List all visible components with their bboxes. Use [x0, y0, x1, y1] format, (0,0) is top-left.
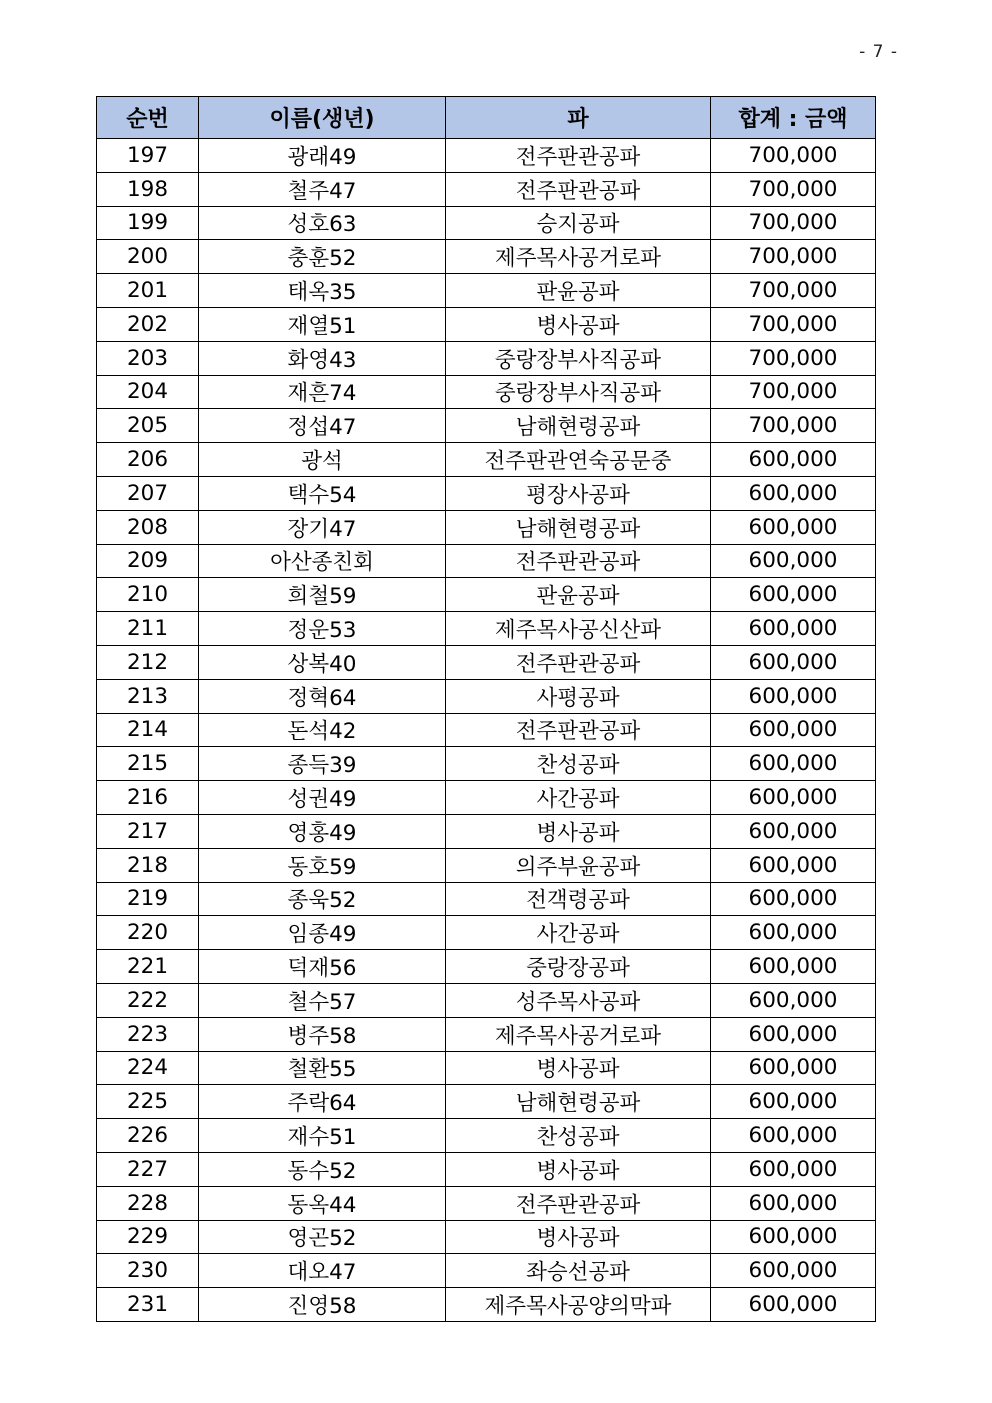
cell-no: 222 — [97, 983, 199, 1017]
table-row — [97, 409, 876, 443]
table-row — [97, 139, 876, 173]
table-row — [97, 206, 876, 240]
cell-name: 동수52 — [199, 1152, 446, 1186]
cell-amount: 600,000 — [711, 1085, 876, 1119]
cell-clan: 승지공파 — [446, 206, 711, 240]
cell-name: 성권49 — [199, 781, 446, 815]
cell-name: 택수54 — [199, 476, 446, 510]
cell-clan: 사평공파 — [446, 679, 711, 713]
cell-clan: 제주목사공양의막파 — [446, 1288, 711, 1322]
cell-clan: 의주부윤공파 — [446, 848, 711, 882]
cell-name: 종득39 — [199, 747, 446, 781]
cell-no: 231 — [97, 1288, 199, 1322]
cell-clan: 좌승선공파 — [446, 1254, 711, 1288]
cell-name: 아산종친회 — [199, 544, 446, 578]
table-row — [97, 274, 876, 308]
table-row — [97, 950, 876, 984]
table-row — [97, 645, 876, 679]
table-row — [97, 747, 876, 781]
cell-amount: 600,000 — [711, 1288, 876, 1322]
cell-amount: 600,000 — [711, 1152, 876, 1186]
donor-table — [96, 96, 876, 1322]
cell-clan: 전주판관연숙공문중 — [446, 443, 711, 477]
cell-clan: 병사공파 — [446, 307, 711, 341]
cell-clan: 전주판관공파 — [446, 139, 711, 173]
table-header — [97, 97, 876, 139]
cell-no: 204 — [97, 375, 199, 409]
cell-clan: 전객령공파 — [446, 882, 711, 916]
table-row — [97, 916, 876, 950]
cell-clan: 제주목사공거로파 — [446, 1017, 711, 1051]
cell-name: 화영43 — [199, 341, 446, 375]
cell-name: 희철59 — [199, 578, 446, 612]
table-row — [97, 1288, 876, 1322]
cell-clan: 병사공파 — [446, 1220, 711, 1254]
cell-amount: 600,000 — [711, 781, 876, 815]
cell-clan: 전주판관공파 — [446, 645, 711, 679]
cell-amount: 700,000 — [711, 341, 876, 375]
cell-amount: 600,000 — [711, 578, 876, 612]
cell-clan: 전주판관공파 — [446, 713, 711, 747]
cell-no: 221 — [97, 950, 199, 984]
cell-amount: 600,000 — [711, 544, 876, 578]
cell-amount: 700,000 — [711, 375, 876, 409]
cell-amount: 600,000 — [711, 1220, 876, 1254]
cell-no: 228 — [97, 1186, 199, 1220]
cell-amount: 600,000 — [711, 1254, 876, 1288]
cell-amount: 600,000 — [711, 916, 876, 950]
cell-name: 대오47 — [199, 1254, 446, 1288]
header-clan: 파 — [446, 97, 711, 139]
cell-name: 충훈52 — [199, 240, 446, 274]
cell-amount: 700,000 — [711, 139, 876, 173]
cell-clan: 병사공파 — [446, 1051, 711, 1085]
cell-no: 208 — [97, 510, 199, 544]
cell-clan: 남해현령공파 — [446, 510, 711, 544]
cell-name: 광석 — [199, 443, 446, 477]
cell-name: 정섭47 — [199, 409, 446, 443]
cell-amount: 600,000 — [711, 713, 876, 747]
cell-name: 영홍49 — [199, 814, 446, 848]
table-row — [97, 578, 876, 612]
table-row — [97, 713, 876, 747]
cell-name: 동옥44 — [199, 1186, 446, 1220]
cell-amount: 600,000 — [711, 1051, 876, 1085]
table-row — [97, 1186, 876, 1220]
cell-amount: 700,000 — [711, 274, 876, 308]
cell-no: 216 — [97, 781, 199, 815]
cell-no: 209 — [97, 544, 199, 578]
cell-no: 226 — [97, 1119, 199, 1153]
table-row — [97, 1254, 876, 1288]
cell-no: 219 — [97, 882, 199, 916]
cell-no: 201 — [97, 274, 199, 308]
table-row — [97, 983, 876, 1017]
table-row — [97, 240, 876, 274]
cell-clan: 중랑장공파 — [446, 950, 711, 984]
cell-amount: 600,000 — [711, 443, 876, 477]
cell-no: 215 — [97, 747, 199, 781]
page-number: - 7 - — [859, 42, 898, 62]
cell-clan: 중랑장부사직공파 — [446, 375, 711, 409]
cell-amount: 600,000 — [711, 510, 876, 544]
cell-name: 임종49 — [199, 916, 446, 950]
cell-clan: 판윤공파 — [446, 274, 711, 308]
cell-amount: 600,000 — [711, 814, 876, 848]
cell-no: 213 — [97, 679, 199, 713]
table-row — [97, 1017, 876, 1051]
cell-clan: 찬성공파 — [446, 1119, 711, 1153]
cell-name: 동호59 — [199, 848, 446, 882]
table-row — [97, 544, 876, 578]
cell-amount: 600,000 — [711, 848, 876, 882]
cell-no: 206 — [97, 443, 199, 477]
cell-name: 종욱52 — [199, 882, 446, 916]
cell-no: 218 — [97, 848, 199, 882]
cell-clan: 병사공파 — [446, 1152, 711, 1186]
cell-amount: 700,000 — [711, 240, 876, 274]
cell-clan: 찬성공파 — [446, 747, 711, 781]
cell-no: 230 — [97, 1254, 199, 1288]
cell-no: 223 — [97, 1017, 199, 1051]
cell-no: 229 — [97, 1220, 199, 1254]
cell-amount: 700,000 — [711, 409, 876, 443]
cell-clan: 성주목사공파 — [446, 983, 711, 1017]
cell-name: 재수51 — [199, 1119, 446, 1153]
cell-name: 철환55 — [199, 1051, 446, 1085]
cell-clan: 사간공파 — [446, 781, 711, 815]
cell-name: 주락64 — [199, 1085, 446, 1119]
cell-amount: 700,000 — [711, 307, 876, 341]
header-name: 이름(생년) — [199, 97, 446, 139]
cell-name: 진영58 — [199, 1288, 446, 1322]
table-body — [97, 139, 876, 1322]
table-row — [97, 341, 876, 375]
cell-no: 214 — [97, 713, 199, 747]
cell-no: 224 — [97, 1051, 199, 1085]
cell-no: 197 — [97, 139, 199, 173]
header-amount: 합계 : 금액 — [711, 97, 876, 139]
cell-name: 성호63 — [199, 206, 446, 240]
cell-clan: 남해현령공파 — [446, 409, 711, 443]
cell-amount: 600,000 — [711, 476, 876, 510]
cell-no: 220 — [97, 916, 199, 950]
cell-name: 철주47 — [199, 172, 446, 206]
table-row — [97, 882, 876, 916]
cell-amount: 600,000 — [711, 983, 876, 1017]
table-row — [97, 612, 876, 646]
table-row — [97, 476, 876, 510]
cell-clan: 사간공파 — [446, 916, 711, 950]
cell-name: 정운53 — [199, 612, 446, 646]
cell-clan: 전주판관공파 — [446, 172, 711, 206]
table-row — [97, 1051, 876, 1085]
cell-no: 203 — [97, 341, 199, 375]
cell-name: 덕재56 — [199, 950, 446, 984]
cell-no: 200 — [97, 240, 199, 274]
cell-name: 재열51 — [199, 307, 446, 341]
cell-clan: 제주목사공신산파 — [446, 612, 711, 646]
cell-no: 225 — [97, 1085, 199, 1119]
cell-amount: 600,000 — [711, 1017, 876, 1051]
cell-no: 217 — [97, 814, 199, 848]
cell-amount: 600,000 — [711, 950, 876, 984]
table-row — [97, 510, 876, 544]
cell-no: 199 — [97, 206, 199, 240]
cell-amount: 600,000 — [711, 612, 876, 646]
cell-no: 198 — [97, 172, 199, 206]
cell-amount: 600,000 — [711, 747, 876, 781]
cell-amount: 600,000 — [711, 1119, 876, 1153]
cell-name: 돈석42 — [199, 713, 446, 747]
cell-amount: 600,000 — [711, 679, 876, 713]
cell-no: 210 — [97, 578, 199, 612]
cell-clan: 남해현령공파 — [446, 1085, 711, 1119]
cell-no: 211 — [97, 612, 199, 646]
table-row — [97, 814, 876, 848]
cell-amount: 600,000 — [711, 882, 876, 916]
cell-clan: 전주판관공파 — [446, 1186, 711, 1220]
cell-name: 정혁64 — [199, 679, 446, 713]
cell-clan: 전주판관공파 — [446, 544, 711, 578]
table-row — [97, 1152, 876, 1186]
cell-no: 212 — [97, 645, 199, 679]
cell-name: 장기47 — [199, 510, 446, 544]
cell-name: 재흔74 — [199, 375, 446, 409]
table-row — [97, 848, 876, 882]
cell-amount: 700,000 — [711, 206, 876, 240]
cell-name: 병주58 — [199, 1017, 446, 1051]
header-no: 순번 — [97, 97, 199, 139]
cell-name: 영곤52 — [199, 1220, 446, 1254]
cell-amount: 600,000 — [711, 1186, 876, 1220]
header-row — [97, 97, 876, 139]
cell-name: 광래49 — [199, 139, 446, 173]
table-row — [97, 1119, 876, 1153]
cell-clan: 제주목사공거로파 — [446, 240, 711, 274]
cell-name: 태옥35 — [199, 274, 446, 308]
table-row — [97, 172, 876, 206]
table-row — [97, 443, 876, 477]
cell-no: 202 — [97, 307, 199, 341]
cell-no: 205 — [97, 409, 199, 443]
table-row — [97, 781, 876, 815]
cell-amount: 600,000 — [711, 645, 876, 679]
cell-clan: 병사공파 — [446, 814, 711, 848]
table-row — [97, 679, 876, 713]
cell-clan: 평장사공파 — [446, 476, 711, 510]
cell-amount: 700,000 — [711, 172, 876, 206]
cell-name: 철수57 — [199, 983, 446, 1017]
table-row — [97, 1220, 876, 1254]
cell-name: 상복40 — [199, 645, 446, 679]
table-row — [97, 375, 876, 409]
cell-clan: 중랑장부사직공파 — [446, 341, 711, 375]
cell-no: 227 — [97, 1152, 199, 1186]
table-row — [97, 1085, 876, 1119]
table-row — [97, 307, 876, 341]
cell-no: 207 — [97, 476, 199, 510]
cell-clan: 판윤공파 — [446, 578, 711, 612]
